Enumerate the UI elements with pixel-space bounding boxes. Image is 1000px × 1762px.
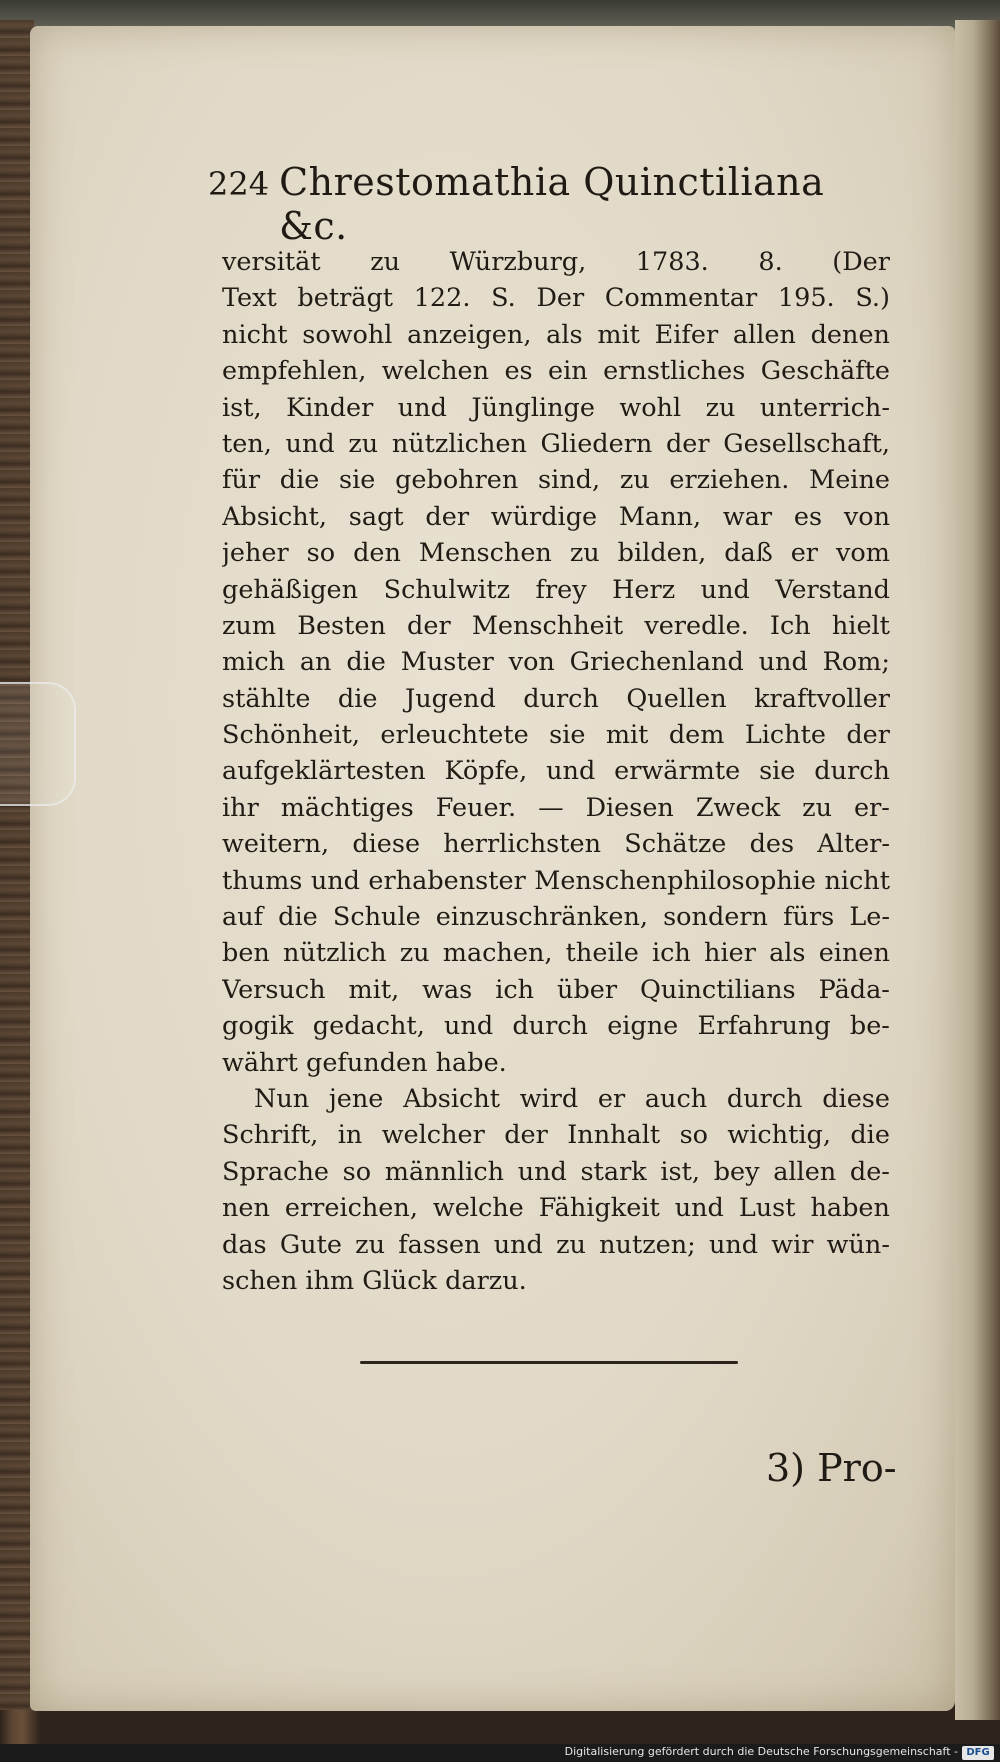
word: Eifer	[654, 319, 719, 350]
word: erreichen,	[284, 1193, 418, 1224]
word: Schrift,	[222, 1120, 319, 1151]
word: und	[517, 1156, 567, 1187]
word: mit,	[348, 974, 400, 1005]
text-line	[222, 935, 890, 971]
text-line	[222, 863, 890, 899]
word: durch	[726, 1083, 803, 1114]
word: Päda-	[818, 974, 890, 1005]
word: zum	[222, 610, 277, 641]
word: allen	[773, 1156, 837, 1187]
word: Jugend	[404, 683, 496, 714]
word: jeher	[222, 538, 289, 569]
text-line	[222, 790, 890, 826]
word: Diesen	[585, 792, 674, 823]
word: der	[504, 1120, 548, 1151]
word: Menschenphilosophie	[534, 865, 816, 896]
word: Griechenland	[569, 647, 744, 678]
word: ich	[652, 938, 691, 969]
text-line	[222, 280, 890, 316]
word: auch	[644, 1083, 708, 1114]
word: anzeigen,	[407, 319, 532, 350]
word: und	[546, 756, 596, 787]
word: Schönheit,	[222, 720, 360, 751]
word: theile	[565, 938, 639, 969]
word: und	[758, 647, 808, 678]
text-line	[222, 1008, 890, 1044]
text-line: schen ihm Glück darzu.	[222, 1265, 527, 1296]
word: mit	[597, 319, 640, 350]
word: wohl	[619, 392, 682, 423]
text-line	[222, 681, 890, 717]
word: ist,	[222, 392, 262, 423]
text-line	[222, 1081, 890, 1117]
word: kraftvoller	[754, 683, 890, 714]
catchword: 3) Pro-	[766, 1446, 897, 1490]
text-line	[222, 499, 890, 535]
word: des	[749, 829, 795, 860]
word: ich	[495, 974, 535, 1005]
word: wichtig,	[727, 1120, 831, 1151]
word: für	[222, 465, 261, 496]
text-line	[222, 644, 890, 680]
word: mich	[222, 647, 286, 678]
word: so	[679, 1120, 709, 1151]
page-header	[208, 160, 868, 248]
word: Zweck	[695, 792, 781, 823]
word: Rom;	[822, 647, 890, 678]
text-line	[222, 1117, 890, 1153]
word: hier	[704, 938, 756, 969]
word: nutzen;	[599, 1229, 696, 1260]
word: das	[222, 1229, 267, 1260]
text-line	[222, 572, 890, 608]
word: de-	[849, 1156, 890, 1187]
word: von	[843, 501, 890, 532]
word: Schätze	[624, 829, 727, 860]
word: der	[846, 720, 890, 751]
word: gedacht,	[312, 1011, 425, 1042]
word: machen,	[442, 938, 553, 969]
word: Nun	[254, 1083, 310, 1114]
book-spine	[0, 20, 34, 1710]
word: Geschäfte	[760, 356, 890, 387]
word: empfehlen,	[222, 356, 367, 387]
word: sowohl	[302, 319, 393, 350]
text-line	[222, 462, 890, 498]
word: Ich	[769, 610, 811, 641]
word: ten,	[222, 428, 272, 459]
word: den	[353, 538, 401, 569]
word: ihr	[222, 792, 259, 823]
word: Sprache	[222, 1156, 329, 1187]
word: welchen	[381, 356, 490, 387]
word: Text	[222, 283, 277, 314]
word: sie	[339, 465, 376, 496]
text-line	[222, 317, 890, 353]
word: Würzburg,	[449, 247, 587, 277]
dfg-logo: DFG	[962, 1746, 994, 1760]
word: Absicht,	[222, 501, 328, 532]
word: einen	[818, 938, 890, 969]
word: Versuch	[222, 974, 326, 1005]
word: Gesellschaft,	[723, 428, 890, 459]
word: zu	[802, 792, 833, 823]
word: gebohren	[395, 465, 519, 496]
word: gehäßigen	[222, 574, 359, 605]
word: 8.	[758, 247, 783, 277]
word: Jünglinge	[471, 392, 595, 423]
text-line	[222, 353, 890, 389]
word: durch	[512, 1011, 588, 1042]
text-line	[222, 390, 890, 426]
word: so	[306, 538, 336, 569]
word: vom	[835, 538, 890, 569]
word: nicht	[824, 865, 890, 896]
word: fürs	[783, 902, 835, 933]
word: veredle.	[644, 610, 749, 641]
word: Feuer.	[435, 792, 517, 823]
word: stark	[580, 1156, 647, 1187]
word: S.)	[855, 283, 890, 314]
word: zu	[370, 247, 401, 277]
word: weitern,	[222, 829, 330, 860]
word: Der	[536, 283, 585, 314]
word: sagt	[348, 501, 404, 532]
page-clip-holder	[0, 682, 76, 806]
word: bey	[713, 1156, 760, 1187]
word: Lust	[738, 1193, 796, 1224]
text-line	[222, 972, 890, 1008]
word: Muster	[400, 647, 494, 678]
word: nützlich	[283, 938, 387, 969]
word: nützlichen	[391, 428, 527, 459]
word: sie	[759, 756, 796, 787]
word: und	[708, 1229, 759, 1260]
page-number: 224	[208, 165, 270, 203]
text-line	[222, 608, 890, 644]
word: von	[508, 647, 555, 678]
word: Le-	[849, 902, 890, 933]
word: Meine	[809, 465, 890, 496]
word: mächtiges	[280, 792, 414, 823]
word: ben	[222, 938, 270, 969]
word: Alter-	[817, 829, 890, 860]
word: erleuchtete	[380, 720, 529, 751]
word: denen	[810, 319, 890, 350]
word: daß	[724, 538, 773, 569]
text-line: währt gefunden habe.	[222, 1047, 507, 1078]
word: und	[285, 428, 335, 459]
word: als	[546, 319, 583, 350]
text-line	[222, 244, 890, 280]
word: aufgeklärtesten	[222, 756, 426, 787]
word: die	[279, 465, 320, 496]
word: nicht	[222, 319, 288, 350]
section-divider-rule	[360, 1361, 738, 1364]
text-line	[222, 535, 890, 571]
word: zu	[569, 538, 600, 569]
word: war	[722, 501, 773, 532]
word: wird	[519, 1083, 579, 1114]
word: wir	[771, 1229, 814, 1260]
word: zu	[348, 428, 379, 459]
text-line	[222, 899, 890, 935]
text-line	[222, 1190, 890, 1226]
digitization-credit: Digitalisierung gefördert durch die Deutsche Forschungsgemeinschaft -	[564, 1745, 958, 1758]
body-text	[222, 244, 890, 1299]
word: ein	[548, 356, 588, 387]
word: männlich	[384, 1156, 505, 1187]
word: S.	[491, 283, 516, 314]
word: Schule	[332, 902, 421, 933]
word: die	[278, 902, 318, 933]
running-title: Chrestomathia Quinctiliana &c.	[279, 160, 825, 248]
word: ernstliches	[603, 356, 746, 387]
word: Schulwitz	[383, 574, 511, 605]
word: zu	[399, 938, 430, 969]
word: unterrich-	[759, 392, 890, 423]
word: es	[793, 501, 823, 532]
word: 122.	[413, 283, 471, 314]
word: Fähigkeit	[538, 1193, 660, 1224]
word: würdige	[490, 501, 598, 532]
word: der	[407, 610, 451, 641]
word: mit	[605, 720, 649, 751]
word: erhabenster	[368, 865, 526, 896]
word: Quinctilians	[640, 974, 796, 1005]
word: jene	[328, 1083, 384, 1114]
word: Quellen	[626, 683, 727, 714]
word: —	[538, 792, 564, 823]
word: Absicht	[403, 1083, 500, 1114]
word: beträgt	[297, 283, 394, 314]
word: stählte	[222, 683, 311, 714]
word: zu	[355, 1229, 385, 1260]
word: Köpfe,	[444, 756, 528, 787]
word: 195.	[777, 283, 835, 314]
word: sondern	[663, 902, 768, 933]
word: und	[443, 1011, 494, 1042]
word: Herz	[612, 574, 676, 605]
word: einzuschränken,	[435, 902, 648, 933]
word: und	[674, 1193, 724, 1224]
word: Mann,	[618, 501, 702, 532]
word: und	[397, 392, 447, 423]
book-fore-edge	[955, 20, 1000, 1720]
word: welcher	[381, 1120, 485, 1151]
word: sind,	[538, 465, 601, 496]
word: erwärmte	[614, 756, 741, 787]
text-line	[222, 826, 890, 862]
text-line	[222, 1154, 890, 1190]
word: erziehen.	[669, 465, 790, 496]
word: haben	[810, 1193, 890, 1224]
word: nen	[222, 1193, 270, 1224]
word: und	[493, 1229, 543, 1260]
word: sie	[549, 720, 586, 751]
word: Commentar	[604, 283, 758, 314]
word: gogik	[222, 1011, 294, 1042]
word: was	[422, 974, 473, 1005]
word: er	[790, 538, 818, 569]
word: (Der	[832, 247, 890, 277]
word: der	[425, 501, 470, 532]
word: Gliedern	[540, 428, 653, 459]
word: Innhalt	[567, 1120, 661, 1151]
word: in	[337, 1120, 363, 1151]
text-line	[222, 1227, 890, 1263]
word: dem	[668, 720, 725, 751]
word: thums	[222, 865, 303, 896]
word: allen	[732, 319, 796, 350]
word: Besten	[297, 610, 386, 641]
word: Menschheit	[471, 610, 624, 641]
word: er	[597, 1083, 626, 1114]
word: Erfahrung	[697, 1011, 831, 1042]
word: fassen	[398, 1229, 481, 1260]
text-line	[222, 717, 890, 753]
word: herrlichsten	[443, 829, 602, 860]
word: Verstand	[775, 574, 890, 605]
word: er-	[854, 792, 890, 823]
word: an	[299, 647, 332, 678]
word: so	[342, 1156, 372, 1187]
word: auf	[222, 902, 264, 933]
word: die	[337, 683, 378, 714]
word: diese	[352, 829, 421, 860]
word: bilden,	[617, 538, 707, 569]
word: zu	[619, 465, 650, 496]
word: eigne	[607, 1011, 679, 1042]
word: hielt	[831, 610, 890, 641]
word: Lichte	[744, 720, 826, 751]
word: ist,	[660, 1156, 701, 1187]
word: Menschen	[418, 538, 552, 569]
word: es	[504, 356, 533, 387]
word: welche	[432, 1193, 524, 1224]
word: durch	[523, 683, 599, 714]
word: Gute	[279, 1229, 342, 1260]
word: zu	[556, 1229, 586, 1260]
word: durch	[814, 756, 890, 787]
word: wün-	[826, 1229, 890, 1260]
word: frey	[535, 574, 587, 605]
word: versität	[222, 247, 321, 277]
word: und	[310, 865, 360, 896]
word: Kinder	[286, 392, 374, 423]
word: und	[700, 574, 750, 605]
word: diese	[822, 1083, 890, 1114]
word: zu	[705, 392, 736, 423]
word: als	[769, 938, 806, 969]
text-line	[222, 426, 890, 462]
word: der	[665, 428, 710, 459]
word: be-	[849, 1011, 890, 1042]
word: die	[346, 647, 386, 678]
text-line	[222, 753, 890, 789]
word: 1783.	[635, 247, 709, 277]
word: über	[557, 974, 618, 1005]
word: die	[850, 1120, 890, 1151]
